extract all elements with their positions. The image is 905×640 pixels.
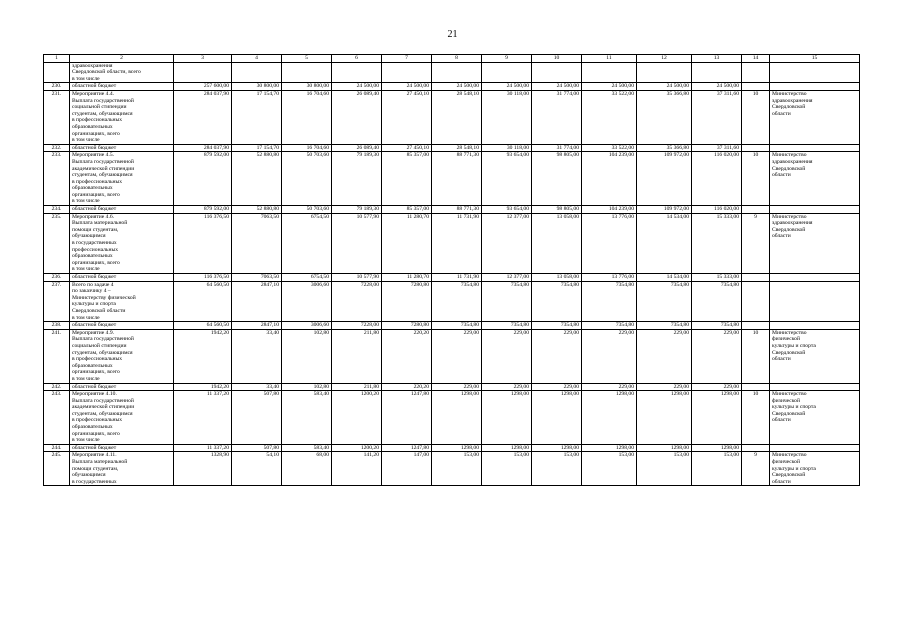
row-title-cell: Мероприятие 4.4. Выплата государственной социальной стипендии студентам, обучающимся в профессиональных образовательных организациях, всего в том числе: [70, 90, 174, 144]
year-value-cell: [332, 62, 382, 83]
year-value-cell: 7228,00: [332, 322, 382, 330]
row-number-cell: 231.: [44, 90, 70, 144]
row-title-cell: областной бюджет: [70, 322, 174, 330]
year-value-cell: 33,40: [232, 383, 282, 391]
table-row: [44, 329, 860, 383]
year-value-cell: [232, 62, 282, 83]
table-body: [44, 55, 860, 486]
row-title-cell: Мероприятие 4.11. Выплата материальной помощи студентам, обучающимся в государственных: [70, 452, 174, 486]
total-value-cell: 11 337,20: [174, 444, 232, 452]
year-value-cell: 13 776,00: [582, 274, 637, 282]
year-value-cell: 147,00: [382, 452, 432, 486]
table-row: [44, 144, 860, 152]
year-value-cell: [482, 62, 532, 83]
year-value-cell: 16 704,60: [282, 144, 332, 152]
year-value-cell: 7354,80: [637, 281, 692, 322]
year-value-cell: 68,00: [282, 452, 332, 486]
year-value-cell: 11 280,70: [382, 274, 432, 282]
year-value-cell: 1200,20: [332, 391, 382, 445]
responsible-executor-cell: [770, 62, 860, 83]
year-value-cell: 1298,00: [692, 444, 742, 452]
table-row: [44, 83, 860, 91]
year-value-cell: 153,00: [482, 452, 532, 486]
year-value-cell: [582, 62, 637, 83]
year-value-cell: 6754,50: [282, 213, 332, 273]
column-header: 4: [232, 55, 282, 63]
year-value-cell: 153,00: [692, 452, 742, 486]
program-table: [43, 54, 860, 486]
column-header: 5: [282, 55, 332, 63]
year-value-cell: 7063,50: [232, 274, 282, 282]
responsible-executor-cell: Министерство физической культуры и спорта Свердловской области: [770, 329, 860, 383]
column-header: 8: [432, 55, 482, 63]
table-row: [44, 213, 860, 273]
year-value-cell: 7354,80: [532, 281, 582, 322]
year-value-cell: 1298,00: [432, 391, 482, 445]
row-title-cell: областной бюджет: [70, 83, 174, 91]
year-value-cell: 88 771,30: [432, 206, 482, 214]
page-number: 21: [447, 29, 458, 40]
year-value-cell: 7354,80: [532, 322, 582, 330]
year-value-cell: 31 774,00: [532, 144, 582, 152]
target-indicator-cell: [742, 383, 770, 391]
year-value-cell: 7354,80: [432, 322, 482, 330]
column-header: 9: [482, 55, 532, 63]
year-value-cell: 7354,80: [582, 281, 637, 322]
year-value-cell: 33 522,00: [582, 144, 637, 152]
target-indicator-cell: [742, 281, 770, 322]
year-value-cell: 229,00: [532, 329, 582, 383]
year-value-cell: 37 311,60: [692, 144, 742, 152]
year-value-cell: 52 880,80: [232, 206, 282, 214]
target-indicator-cell: [742, 444, 770, 452]
year-value-cell: 11 731,90: [432, 274, 482, 282]
year-value-cell: 220,20: [382, 329, 432, 383]
responsible-executor-cell: [770, 281, 860, 322]
responsible-executor-cell: [770, 444, 860, 452]
year-value-cell: 33,40: [232, 329, 282, 383]
year-value-cell: 109 972,00: [637, 206, 692, 214]
year-value-cell: 14 534,00: [637, 274, 692, 282]
total-value-cell: 1942,20: [174, 383, 232, 391]
year-value-cell: 31 774,00: [532, 90, 582, 144]
column-header: 7: [382, 55, 432, 63]
year-value-cell: 1247,80: [382, 391, 432, 445]
total-value-cell: [174, 62, 232, 83]
year-value-cell: 30 800,00: [282, 83, 332, 91]
column-header: 13: [692, 55, 742, 63]
target-indicator-cell: 9: [742, 452, 770, 486]
year-value-cell: 17 154,70: [232, 144, 282, 152]
year-value-cell: 116 020,00: [692, 206, 742, 214]
year-value-cell: 30 118,00: [482, 90, 532, 144]
year-value-cell: 116 020,00: [692, 152, 742, 206]
year-value-cell: 30 800,00: [232, 83, 282, 91]
target-indicator-cell: 10: [742, 391, 770, 445]
year-value-cell: 229,00: [637, 329, 692, 383]
year-value-cell: 93 654,00: [482, 206, 532, 214]
year-value-cell: 26 089,40: [332, 144, 382, 152]
year-value-cell: 24 500,00: [692, 83, 742, 91]
total-value-cell: 879 592,00: [174, 152, 232, 206]
table-row: [44, 281, 860, 322]
year-value-cell: 27 450,10: [382, 144, 432, 152]
year-value-cell: 2847,10: [232, 322, 282, 330]
year-value-cell: 583,40: [282, 391, 332, 445]
year-value-cell: 50 703,60: [282, 206, 332, 214]
row-title-cell: областной бюджет: [70, 444, 174, 452]
row-number-cell: 236.: [44, 274, 70, 282]
year-value-cell: 153,00: [432, 452, 482, 486]
year-value-cell: 229,00: [432, 329, 482, 383]
year-value-cell: 1298,00: [637, 444, 692, 452]
year-value-cell: [432, 62, 482, 83]
table-row: [44, 452, 860, 486]
row-title-cell: областной бюджет: [70, 274, 174, 282]
year-value-cell: [532, 62, 582, 83]
total-value-cell: 257 600,00: [174, 83, 232, 91]
responsible-executor-cell: Министерство физической культуры и спорта Свердловской области: [770, 391, 860, 445]
year-value-cell: 229,00: [692, 329, 742, 383]
row-title-cell: здравоохранения Свердловской области, всего в том числе: [70, 62, 174, 83]
total-value-cell: 284 037,90: [174, 90, 232, 144]
year-value-cell: 79 189,30: [332, 206, 382, 214]
row-title-cell: Мероприятие 4.5. Выплата государственной академической стипендии студентам, обучающимся в профессиональных образовательных организациях, всего в том числе: [70, 152, 174, 206]
year-value-cell: 12 377,00: [482, 213, 532, 273]
column-number-row: [44, 55, 860, 63]
responsible-executor-cell: [770, 322, 860, 330]
year-value-cell: 1298,00: [532, 444, 582, 452]
year-value-cell: 229,00: [582, 383, 637, 391]
year-value-cell: 17 154,70: [232, 90, 282, 144]
column-header: 1: [44, 55, 70, 63]
year-value-cell: 33 522,00: [582, 90, 637, 144]
responsible-executor-cell: Министерство здравоохранения Свердловской области: [770, 152, 860, 206]
year-value-cell: 1298,00: [692, 391, 742, 445]
year-value-cell: 7228,00: [332, 281, 382, 322]
year-value-cell: 229,00: [692, 383, 742, 391]
target-indicator-cell: 10: [742, 90, 770, 144]
row-number-cell: 245.: [44, 452, 70, 486]
year-value-cell: 24 500,00: [382, 83, 432, 91]
year-value-cell: 109 972,00: [637, 152, 692, 206]
year-value-cell: 220,20: [382, 383, 432, 391]
year-value-cell: 24 500,00: [532, 83, 582, 91]
column-header: 3: [174, 55, 232, 63]
column-header: 2: [70, 55, 174, 63]
target-indicator-cell: [742, 322, 770, 330]
total-value-cell: 1942,20: [174, 329, 232, 383]
total-value-cell: 284 037,90: [174, 144, 232, 152]
table-row: [44, 383, 860, 391]
year-value-cell: 98 805,00: [532, 152, 582, 206]
year-value-cell: [382, 62, 432, 83]
year-value-cell: 1247,80: [382, 444, 432, 452]
year-value-cell: 6754,50: [282, 274, 332, 282]
year-value-cell: 507,80: [232, 391, 282, 445]
table-row: [44, 444, 860, 452]
year-value-cell: 153,00: [637, 452, 692, 486]
table-row: [44, 90, 860, 144]
year-value-cell: 7280,80: [382, 322, 432, 330]
year-value-cell: [282, 62, 332, 83]
responsible-executor-cell: [770, 206, 860, 214]
year-value-cell: 104 239,00: [582, 206, 637, 214]
column-header: 12: [637, 55, 692, 63]
year-value-cell: 24 500,00: [582, 83, 637, 91]
year-value-cell: 13 058,00: [532, 274, 582, 282]
year-value-cell: 24 500,00: [432, 83, 482, 91]
year-value-cell: 7354,80: [582, 322, 637, 330]
total-value-cell: 64 560,50: [174, 281, 232, 322]
year-value-cell: 7063,50: [232, 213, 282, 273]
row-number-cell: 241.: [44, 329, 70, 383]
responsible-executor-cell: [770, 144, 860, 152]
target-indicator-cell: [742, 144, 770, 152]
year-value-cell: 26 089,40: [332, 90, 382, 144]
year-value-cell: 13 058,00: [532, 213, 582, 273]
year-value-cell: 1200,20: [332, 444, 382, 452]
year-value-cell: 7354,80: [692, 322, 742, 330]
year-value-cell: 50 703,60: [282, 152, 332, 206]
target-indicator-cell: 10: [742, 152, 770, 206]
row-title-cell: областной бюджет: [70, 206, 174, 214]
year-value-cell: 229,00: [432, 383, 482, 391]
responsible-executor-cell: [770, 383, 860, 391]
year-value-cell: 2847,10: [232, 281, 282, 322]
year-value-cell: 104 239,00: [582, 152, 637, 206]
year-value-cell: 211,80: [332, 329, 382, 383]
year-value-cell: 7354,80: [482, 322, 532, 330]
row-number-cell: 234.: [44, 206, 70, 214]
year-value-cell: 211,80: [332, 383, 382, 391]
total-value-cell: 64 560,50: [174, 322, 232, 330]
year-value-cell: 98 805,00: [532, 206, 582, 214]
total-value-cell: 879 592,00: [174, 206, 232, 214]
target-indicator-cell: 10: [742, 329, 770, 383]
year-value-cell: 102,80: [282, 383, 332, 391]
row-title-cell: Мероприятие 4.9. Выплата государственной социальной стипендии студентам, обучающимся в профессиональных образовательных организациях, всего в том числе: [70, 329, 174, 383]
year-value-cell: 153,00: [532, 452, 582, 486]
year-value-cell: 52 880,80: [232, 152, 282, 206]
column-header: 11: [582, 55, 637, 63]
target-indicator-cell: 9: [742, 213, 770, 273]
column-header: 15: [770, 55, 860, 63]
year-value-cell: 35 366,80: [637, 90, 692, 144]
year-value-cell: 229,00: [637, 383, 692, 391]
year-value-cell: 229,00: [482, 329, 532, 383]
year-value-cell: 583,40: [282, 444, 332, 452]
table-row: [44, 206, 860, 214]
row-number-cell: 235.: [44, 213, 70, 273]
year-value-cell: 15 333,00: [692, 213, 742, 273]
row-number-cell: 237.: [44, 281, 70, 322]
year-value-cell: 30 118,00: [482, 144, 532, 152]
year-value-cell: 1298,00: [637, 391, 692, 445]
year-value-cell: 7280,80: [382, 281, 432, 322]
year-value-cell: 15 333,00: [692, 274, 742, 282]
year-value-cell: 27 450,10: [382, 90, 432, 144]
row-number-cell: 238.: [44, 322, 70, 330]
table-row: [44, 391, 860, 445]
row-number-cell: 233.: [44, 152, 70, 206]
total-value-cell: 1328,90: [174, 452, 232, 486]
responsible-executor-cell: Министерство физической культуры и спорта Свердловской области: [770, 452, 860, 486]
row-number-cell: 244.: [44, 444, 70, 452]
year-value-cell: 7354,80: [482, 281, 532, 322]
year-value-cell: 85 357,00: [382, 152, 432, 206]
column-header: 14: [742, 55, 770, 63]
year-value-cell: 11 280,70: [382, 213, 432, 273]
year-value-cell: 3006,60: [282, 281, 332, 322]
table-row: [44, 62, 860, 83]
table-row: [44, 322, 860, 330]
responsible-executor-cell: [770, 274, 860, 282]
year-value-cell: 12 377,00: [482, 274, 532, 282]
row-title-cell: Мероприятие 4.10. Выплата государственной академической стипендии студентам, обучающимся в профессиональных образовательных организациях, всего в том числе: [70, 391, 174, 445]
year-value-cell: 35 366,80: [637, 144, 692, 152]
row-number-cell: 232.: [44, 144, 70, 152]
responsible-executor-cell: Министерство здравоохранения Свердловской области: [770, 90, 860, 144]
year-value-cell: 153,00: [582, 452, 637, 486]
year-value-cell: 79 189,30: [332, 152, 382, 206]
target-indicator-cell: [742, 274, 770, 282]
year-value-cell: 85 357,00: [382, 206, 432, 214]
year-value-cell: [637, 62, 692, 83]
year-value-cell: 24 500,00: [637, 83, 692, 91]
row-title-cell: Мероприятие 4.6. Выплата материальной помощи студентам, обучающимся в государственных профессиональных образовательных организациях, всего в том числе: [70, 213, 174, 273]
year-value-cell: 37 311,60: [692, 90, 742, 144]
year-value-cell: 54,10: [232, 452, 282, 486]
year-value-cell: 7354,80: [637, 322, 692, 330]
table-row: [44, 152, 860, 206]
year-value-cell: 10 577,90: [332, 213, 382, 273]
row-number-cell: 230.: [44, 83, 70, 91]
year-value-cell: 1298,00: [482, 391, 532, 445]
year-value-cell: 28 548,10: [432, 90, 482, 144]
year-value-cell: 16 704,60: [282, 90, 332, 144]
year-value-cell: 507,80: [232, 444, 282, 452]
year-value-cell: 24 500,00: [332, 83, 382, 91]
responsible-executor-cell: [770, 83, 860, 91]
target-indicator-cell: [742, 206, 770, 214]
year-value-cell: 1298,00: [432, 444, 482, 452]
year-value-cell: 7354,80: [692, 281, 742, 322]
year-value-cell: 229,00: [482, 383, 532, 391]
total-value-cell: 11 337,20: [174, 391, 232, 445]
row-number-cell: 242.: [44, 383, 70, 391]
year-value-cell: 11 731,90: [432, 213, 482, 273]
year-value-cell: 93 654,00: [482, 152, 532, 206]
year-value-cell: 28 548,10: [432, 144, 482, 152]
total-value-cell: 116 376,50: [174, 274, 232, 282]
row-title-cell: Всего по задаче 4 по заказчику 4 – Министерству физической культуры и спорта Свердловской области в том числе: [70, 281, 174, 322]
year-value-cell: 1298,00: [582, 444, 637, 452]
year-value-cell: 14 534,00: [637, 213, 692, 273]
year-value-cell: 102,80: [282, 329, 332, 383]
column-header: 6: [332, 55, 382, 63]
year-value-cell: 141,20: [332, 452, 382, 486]
year-value-cell: 3006,60: [282, 322, 332, 330]
row-number-cell: [44, 62, 70, 83]
year-value-cell: 1298,00: [532, 391, 582, 445]
responsible-executor-cell: Министерство здравоохранения Свердловской области: [770, 213, 860, 273]
total-value-cell: 116 376,50: [174, 213, 232, 273]
target-indicator-cell: [742, 83, 770, 91]
year-value-cell: 10 577,90: [332, 274, 382, 282]
year-value-cell: 13 776,00: [582, 213, 637, 273]
year-value-cell: 7354,80: [432, 281, 482, 322]
year-value-cell: 229,00: [582, 329, 637, 383]
year-value-cell: 24 500,00: [482, 83, 532, 91]
row-title-cell: областной бюджет: [70, 144, 174, 152]
year-value-cell: 229,00: [532, 383, 582, 391]
column-header: 10: [532, 55, 582, 63]
row-title-cell: областной бюджет: [70, 383, 174, 391]
table-row: [44, 274, 860, 282]
target-indicator-cell: [742, 62, 770, 83]
year-value-cell: [692, 62, 742, 83]
year-value-cell: 88 771,30: [432, 152, 482, 206]
year-value-cell: 1298,00: [482, 444, 532, 452]
year-value-cell: 1298,00: [582, 391, 637, 445]
row-number-cell: 243.: [44, 391, 70, 445]
